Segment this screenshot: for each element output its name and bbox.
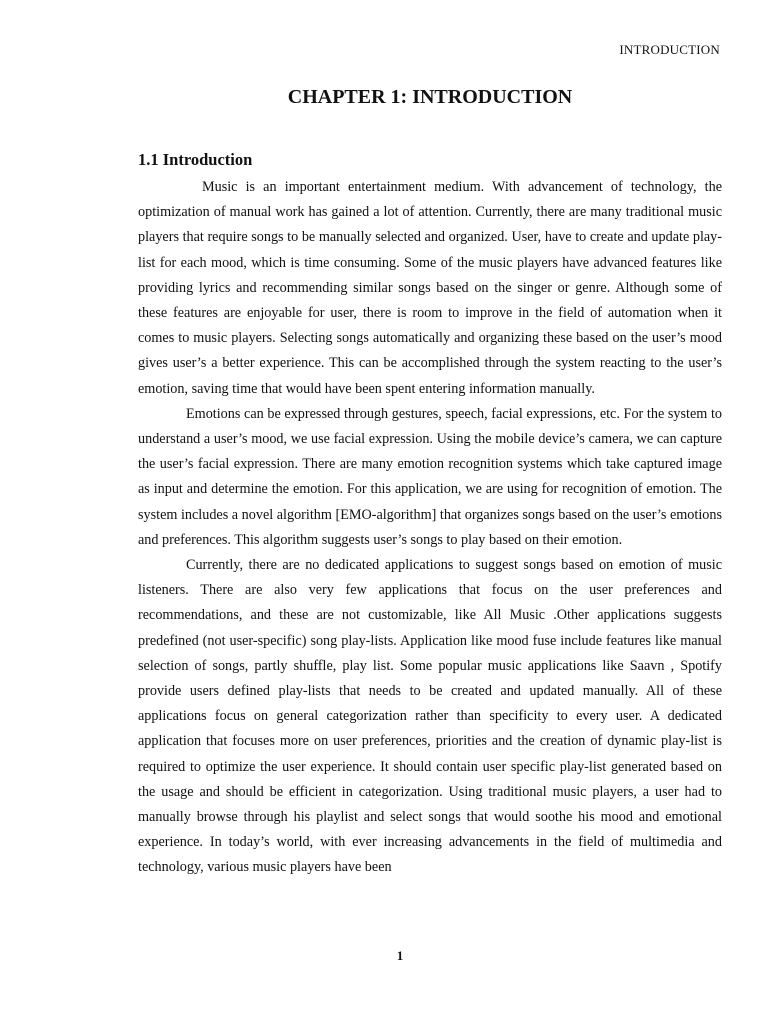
running-header: INTRODUCTION — [619, 42, 720, 57]
page-number: 1 — [396, 948, 404, 963]
body-text — [138, 175, 722, 881]
paragraph-3: Currently, there are no dedicated applications to suggest songs based on emotion of music listeners. There are also very few applications that focus on the user preferences and recommendations, and these are not customizable, like All Music .Other applications suggests predefined (not user-specific) song play-lists. Application like mood fuse include features like manual selection of songs, partly shuffle, play list. Some popular music applications like Saavn , Spotify provide users defined play-lists that needs to be created and updated manually. All of these applications focus on general categorization rather than specificity to every user. A dedicated application that focuses more on user preferences, priorities and the creation of dynamic play-list is required to optimize the user experience. It should contain user specific play-list generated based on the usage and should be efficient in categorization. Using traditional music players, a user had to manually browse through his playlist and select songs that would soothe his mood and emotional experience. In today’s world, with ever increasing advancements in the field of multimedia and technology, various music players have been — [138, 557, 722, 876]
section-heading: 1.1 Introduction — [138, 150, 253, 169]
paragraph-2: Emotions can be expressed through gestures, speech, facial expressions, etc. For the system to understand a user’s mood, we use facial expression. Using the mobile device’s camera, we can capture the user’s facial expression. There are many emotion recognition systems which take captured image as input and determine the emotion. For this application, we are using for recognition of emotion. The system includes a novel algorithm [EMO-algorithm] that organizes songs based on the user’s emotions and preferences. This algorithm suggests user’s songs to play based on their emotion. — [138, 405, 722, 548]
chapter-title: CHAPTER 1: INTRODUCTION — [287, 86, 573, 108]
paragraph-1: Music is an important entertainment medium. With advancement of technology, the optimization of manual work has gained a lot of attention. Currently, there are many traditional music players that require songs to be manually selected and organized. User, have to create and update play-list for each mood, which is time consuming. Some of the music players have advanced features like providing lyrics and recommending similar songs based on the singer or genre. Although some of these features are enjoyable for user, there is room to improve in the field of automation when it comes to music players. Selecting songs automatically and organizing these based on the user’s mood gives user’s a better experience. This can be accomplished through the system reacting to the user’s emotion, saving time that would have been spent entering information manually. — [138, 179, 722, 397]
